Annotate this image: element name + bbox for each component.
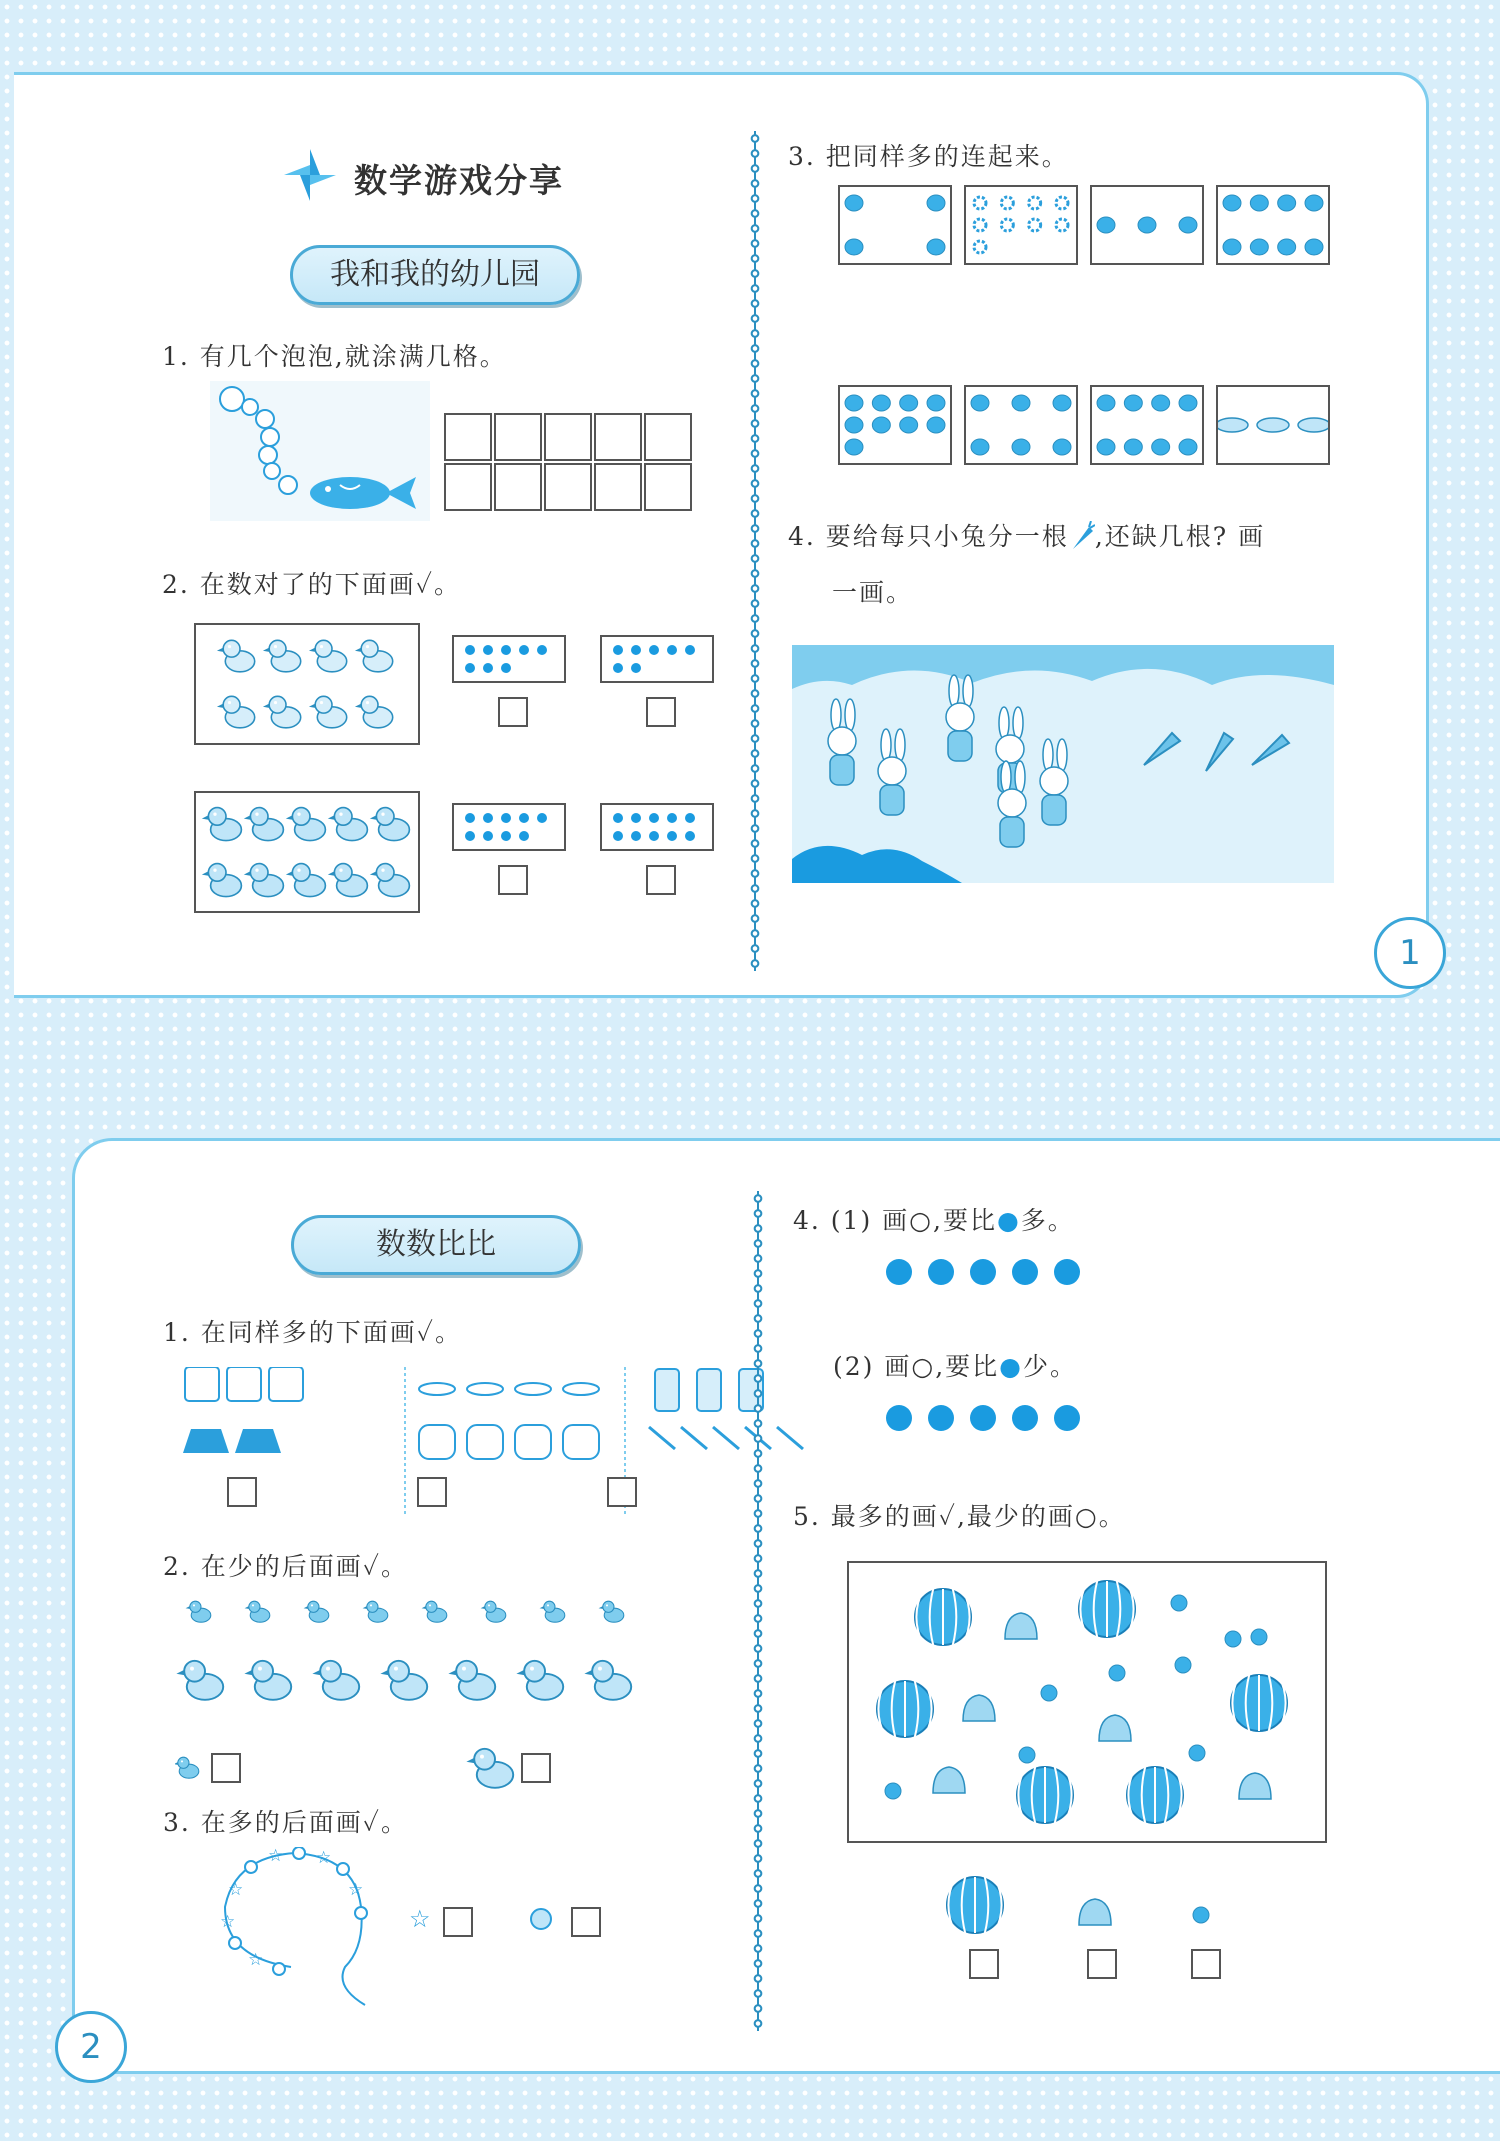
answer-checkbox[interactable] (969, 1949, 999, 1979)
blue-dot (465, 663, 475, 673)
q4-1-mid: ,要比 (933, 1206, 997, 1235)
chick-icon (176, 1661, 223, 1700)
blue-dot (1012, 1405, 1038, 1431)
five-blue-dots-1 (885, 1255, 1085, 1289)
chicks-frame (194, 791, 420, 913)
q5-mid: ,最少的画 (956, 1502, 1075, 1531)
chick-icon (516, 1661, 563, 1700)
chick-icon (481, 1601, 506, 1622)
chick-icon (202, 864, 242, 897)
grid-cell[interactable] (594, 463, 642, 511)
blue-dot (631, 663, 641, 673)
skirt-icon (183, 1429, 229, 1453)
carrot-icon (1069, 521, 1095, 551)
chick-icon (263, 696, 301, 728)
chick-icon (599, 1601, 624, 1622)
grid-cell[interactable] (494, 413, 542, 461)
answer-checkbox[interactable] (1087, 1949, 1117, 1979)
chick-icon (175, 1757, 199, 1778)
grid-cell[interactable] (594, 413, 642, 461)
q4-1-end: 多。 (1020, 1206, 1075, 1235)
same-amount-pictures (175, 1367, 815, 1517)
chick-icon (466, 1749, 513, 1788)
peach-icon (933, 1767, 965, 1793)
p2-question-4-2 (833, 1347, 1077, 1383)
chick-icon (312, 1661, 359, 1700)
lid-icon (467, 1383, 503, 1395)
bead-star-icon: ☆ (228, 1880, 244, 1900)
check-mark: ✓ (938, 1502, 957, 1531)
chick-icon (328, 808, 368, 841)
blue-dot (519, 813, 529, 823)
ducks-frame (194, 623, 420, 745)
blue-dot (631, 831, 641, 841)
five-blue-dots-2 (885, 1401, 1085, 1435)
chick-icon (448, 1661, 495, 1700)
cup-icon (467, 1425, 503, 1459)
blue-dot (886, 1405, 912, 1431)
bead-circle-icon (273, 1963, 285, 1975)
p2-question-1 (163, 1313, 462, 1349)
filled-circle-symbol: ● (999, 1352, 1023, 1381)
chick-icon (309, 696, 347, 728)
chick-icon (309, 640, 347, 672)
star-icon: ☆ (409, 1905, 431, 1933)
answer-checkbox[interactable] (498, 697, 528, 727)
cup-icon (563, 1425, 599, 1459)
strawberry-icon (885, 1783, 901, 1799)
column-divider (747, 131, 763, 971)
q5-text: 5. 最多的画 (793, 1502, 939, 1531)
chick-icon (304, 1601, 329, 1622)
grid-cell[interactable] (444, 413, 492, 461)
watermelon-icon (947, 1877, 1003, 1933)
period: 。 (380, 1552, 408, 1581)
chick-icon (202, 808, 242, 841)
blue-dot (519, 831, 529, 841)
answer-checkbox[interactable] (211, 1753, 241, 1783)
skirt-icon (235, 1429, 281, 1453)
bead-circle-icon (293, 1847, 305, 1859)
strawberry-icon (1171, 1595, 1187, 1611)
answer-checkbox[interactable] (417, 1477, 447, 1507)
lid-icon (419, 1383, 455, 1395)
header-title: 数学游戏分享 (354, 161, 564, 200)
grid-cell[interactable] (494, 463, 542, 511)
spoon-icon (777, 1427, 803, 1449)
page-2 (72, 1138, 1500, 2074)
spoon-icon (649, 1427, 675, 1449)
cup-icon (515, 1425, 551, 1459)
p2-question-3 (163, 1803, 408, 1839)
empty-circle-symbol: ○ (909, 1206, 933, 1235)
jar-icon (697, 1369, 721, 1411)
grid-cell[interactable] (644, 463, 692, 511)
blue-dot (537, 645, 547, 655)
watermelon-icon (1231, 1675, 1287, 1731)
period: 。 (380, 1808, 408, 1837)
bead-necklace-picture (195, 1847, 595, 2007)
cup-icon (419, 1425, 455, 1459)
chick-icon (244, 1661, 291, 1700)
bubbles-fish-picture (210, 381, 430, 521)
blue-dot (613, 831, 623, 841)
fruit-picture (849, 1563, 1325, 1841)
blue-dot (631, 645, 641, 655)
answer-checkbox[interactable] (1191, 1949, 1221, 1979)
check-mark: ✓ (362, 1552, 381, 1581)
p2-question-2-text: 2. 在少的后面画 (163, 1552, 363, 1581)
q4-2-mid: ,要比 (935, 1352, 1000, 1381)
grid-cell[interactable] (544, 413, 592, 461)
card-butterflies[interactable] (838, 385, 952, 465)
page-number-1: 1 (1374, 917, 1446, 989)
question-2 (162, 565, 461, 601)
jar-icon (655, 1369, 679, 1411)
dot-card (600, 803, 714, 851)
page-number-2: 2 (55, 2011, 127, 2083)
chick-icon (244, 864, 284, 897)
spoon-icon (681, 1427, 707, 1449)
q4-2-label: (2) 画 (833, 1352, 912, 1381)
grid-cell[interactable] (444, 463, 492, 511)
blue-dot (685, 813, 695, 823)
bead-star-icon: ☆ (348, 1880, 364, 1900)
card-eggplants[interactable] (1216, 185, 1330, 265)
check-mark: ✓ (415, 570, 434, 599)
peach-icon (1005, 1613, 1037, 1639)
p2-question-5 (793, 1497, 1126, 1533)
peach-icon (963, 1695, 995, 1721)
shirt-icon (185, 1367, 219, 1401)
grid-cell[interactable] (644, 413, 692, 461)
spoon-icon (713, 1427, 739, 1449)
blue-dot (613, 645, 623, 655)
blue-dot (465, 831, 475, 841)
dot-card (452, 635, 566, 683)
blue-dot (501, 663, 511, 673)
page-1 (14, 72, 1429, 998)
blue-dot (1054, 1405, 1080, 1431)
blue-dot (483, 831, 493, 841)
blue-dot (667, 645, 677, 655)
question-3: 3. 把同样多的连起来。 (788, 142, 1069, 171)
lid-icon (515, 1383, 551, 1395)
q4-1-label: 4. (1) 画 (793, 1206, 910, 1235)
blue-dot (667, 813, 677, 823)
bead-circle-icon (229, 1937, 241, 1949)
question-2-text: 2. 在数对了的下面画 (162, 570, 416, 599)
chick-icon (363, 1601, 388, 1622)
watermelon-icon (877, 1681, 933, 1737)
p2-question-2 (163, 1547, 408, 1583)
card-flowers[interactable] (964, 185, 1078, 265)
watermelon-icon (1079, 1581, 1135, 1637)
answer-checkbox[interactable] (227, 1477, 257, 1507)
check-mark: ✓ (416, 1318, 435, 1347)
blue-dot (928, 1405, 954, 1431)
strawberry-icon (1225, 1631, 1241, 1647)
strawberry-icon (1019, 1747, 1035, 1763)
circle-bead-icon (531, 1909, 551, 1929)
strawberry-icon (1041, 1685, 1057, 1701)
blue-dot (970, 1405, 996, 1431)
bead-star-icon: ☆ (220, 1912, 236, 1932)
p2-question-3-text: 3. 在多的后面画 (163, 1808, 363, 1837)
blue-dot (501, 813, 511, 823)
strawberry-icon (1109, 1665, 1125, 1681)
blue-dot (519, 645, 529, 655)
chick-icon (217, 696, 255, 728)
blue-dot (649, 645, 659, 655)
card-leaves[interactable] (838, 185, 952, 265)
answer-checkbox[interactable] (607, 1477, 637, 1507)
empty-circle-symbol: ○ (911, 1352, 936, 1381)
watermelon-icon (915, 1589, 971, 1645)
blue-dot (649, 831, 659, 841)
shirt-icon (227, 1367, 261, 1401)
blue-dot (1054, 1259, 1080, 1285)
question-4-line-2: 一画。 (832, 578, 914, 607)
bead-star-icon: ☆ (248, 1950, 264, 1970)
chick-rows-picture (175, 1591, 775, 1791)
chick-icon (217, 640, 255, 672)
chick-icon (355, 696, 393, 728)
chick-icon (355, 640, 393, 672)
bead-circle-icon (355, 1907, 367, 1919)
chick-icon (328, 864, 368, 897)
blue-dot (685, 645, 695, 655)
blue-dot (1012, 1259, 1038, 1285)
blue-dot (970, 1259, 996, 1285)
ducks-picture (196, 625, 418, 743)
answer-checkbox[interactable] (498, 865, 528, 895)
p2-question-1-text: 1. 在同样多的下面画 (163, 1318, 417, 1347)
dot-card (452, 803, 566, 851)
question-4-text-end: ,还缺几根? 画 (1094, 522, 1266, 551)
question-4 (788, 517, 1265, 553)
card-strawberries[interactable] (1090, 185, 1204, 265)
watermelon-icon (1127, 1767, 1183, 1823)
card-birds[interactable] (964, 385, 1078, 465)
peach-icon (1099, 1715, 1131, 1741)
dot-card (600, 635, 714, 683)
card-plates[interactable] (1216, 385, 1330, 465)
chick-icon (422, 1601, 447, 1622)
empty-circle-symbol: ○ (1074, 1502, 1099, 1531)
blue-dot (886, 1259, 912, 1285)
blue-dot (928, 1259, 954, 1285)
blue-dot (465, 813, 475, 823)
blue-dot (631, 813, 641, 823)
chick-icon (380, 1661, 427, 1700)
chick-icon (186, 1601, 211, 1622)
section-title: 我和我的幼儿园 (290, 245, 580, 305)
question-4-text: 4. 要给每只小兔分一根 (788, 522, 1069, 551)
answer-checkbox[interactable] (571, 1907, 601, 1937)
column-divider-2 (750, 1191, 766, 2031)
card-burgers[interactable] (1090, 385, 1204, 465)
blue-dot (613, 663, 623, 673)
answer-checkbox[interactable] (646, 697, 676, 727)
blue-dot (483, 663, 493, 673)
period: 。 (433, 570, 461, 599)
fruit-frame (847, 1561, 1327, 1843)
strawberry-icon (1193, 1907, 1209, 1923)
grid-cell[interactable] (544, 463, 592, 511)
peach-icon (1239, 1773, 1271, 1799)
blue-dot (537, 813, 547, 823)
check-mark: ✓ (362, 1808, 381, 1837)
pinwheel-icon (280, 145, 340, 205)
blue-dot (667, 831, 677, 841)
chick-icon (286, 808, 326, 841)
blue-dot (483, 813, 493, 823)
rabbits-carrots-picture (792, 645, 1334, 883)
blue-dot (501, 645, 511, 655)
answer-checkbox[interactable] (646, 865, 676, 895)
strawberry-icon (1175, 1657, 1191, 1673)
bead-circle-icon (337, 1863, 349, 1875)
chick-icon (244, 808, 284, 841)
chick-icon (540, 1601, 565, 1622)
strawberry-icon (1189, 1745, 1205, 1761)
chick-icon (370, 808, 410, 841)
blue-dot (483, 645, 493, 655)
blue-dot (465, 645, 475, 655)
blue-dot (501, 831, 511, 841)
chick-icon (584, 1661, 631, 1700)
bead-circle-icon (245, 1861, 257, 1873)
blue-dot (649, 813, 659, 823)
blue-dot (613, 813, 623, 823)
shirt-icon (269, 1367, 303, 1401)
chick-icon (370, 864, 410, 897)
chick-icon (263, 640, 301, 672)
section-title-2: 数数比比 (291, 1215, 581, 1275)
blue-dot (685, 831, 695, 841)
answer-checkbox[interactable] (521, 1753, 551, 1783)
filled-circle-symbol: ● (996, 1206, 1021, 1235)
question-1: 1. 有几个泡泡,就涂满几格。 (162, 342, 507, 371)
strawberry-icon (1251, 1629, 1267, 1645)
bead-star-icon: ☆ (316, 1848, 332, 1868)
q5-end: 。 (1098, 1502, 1126, 1531)
watermelon-icon (1017, 1767, 1073, 1823)
answer-checkbox[interactable] (443, 1907, 473, 1937)
p2-question-4-1 (793, 1201, 1075, 1237)
chick-icon (245, 1601, 270, 1622)
q4-2-end: 少。 (1022, 1352, 1077, 1381)
period: 。 (434, 1318, 462, 1347)
chick-icon (286, 864, 326, 897)
peach-icon (1079, 1899, 1111, 1925)
chicks-picture (196, 793, 418, 911)
lid-icon (563, 1383, 599, 1395)
bead-star-icon: ☆ (268, 1847, 284, 1866)
